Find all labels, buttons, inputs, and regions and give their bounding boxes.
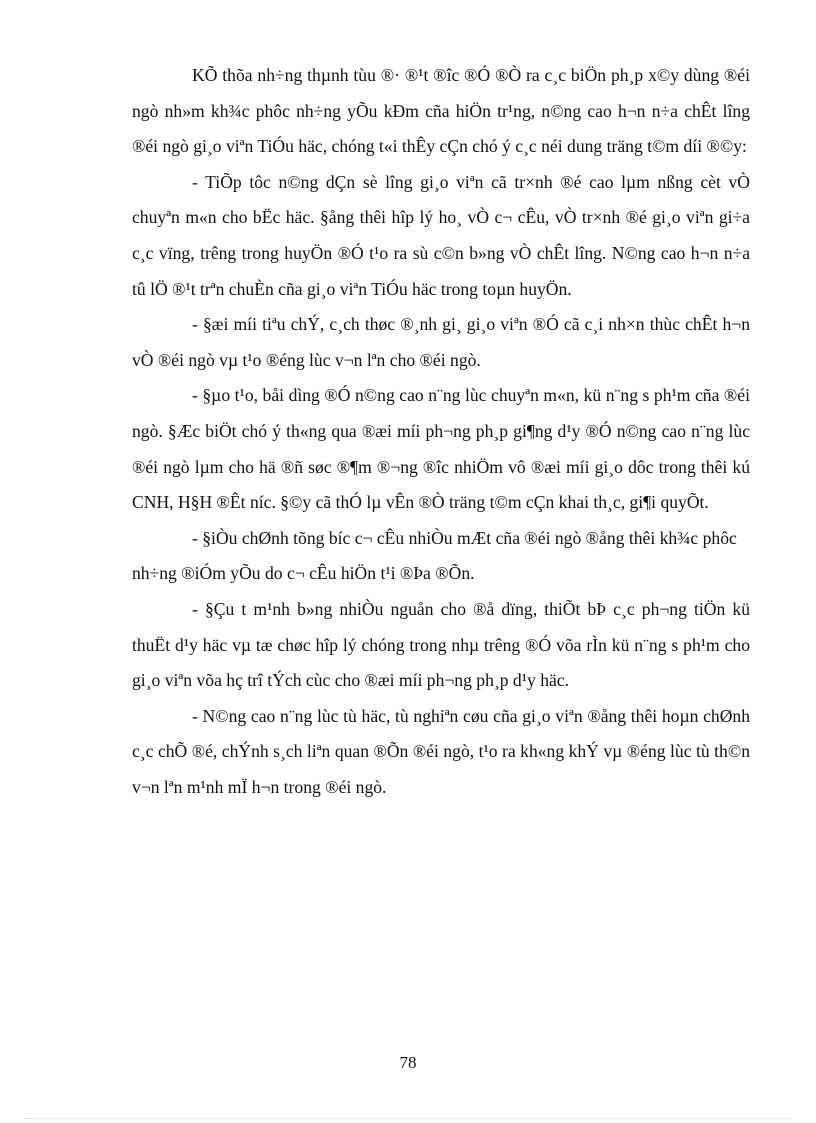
body-text <box>132 58 750 805</box>
paragraph-bullet-2: - §æi míi tiªu chÝ, c¸ch thøc ®¸nh gi¸ gi¸o viªn ®Ó cã c¸i nh×n thùc chÊt h¬n vÒ ®éi ngò vµ t¹o ®éng lùc v¬n lªn cho ®éi ngò. <box>132 314 750 370</box>
paragraph-bullet-1: - TiÕp tôc n©ng dÇn sè lîng gi¸o viªn cã tr×nh ®é cao lµm nßng cèt vÒ chuyªn m«n cho bËc häc. §ång thêi hîp lý ho¸ vÒ c¬ cÊu, vÒ tr×nh ®é gi¸o viªn gi÷a c¸c vïng, trêng trong huyÖn ®Ó t¹o ra sù c©n b»ng vÒ chÊt lîng. N©ng cao h¬n n÷a tû lÖ ®¹t trªn chuÈn cña gi¸o viªn TiÓu häc trong toµn huyÖn. <box>132 171 750 299</box>
paragraph-bullet-4-continued: nh÷ng ®iÓm yÕu do c¬ cÊu hiÖn t¹i ®Þa ®Õn. <box>132 563 475 584</box>
paragraph-bullet-3: - §µo t¹o, båi dìng ®Ó n©ng cao n¨ng lùc chuyªn m«n, kü n¨ng s ph¹m cña ®éi ngò. §Æc biÖt chó ý th«ng qua ®æi míi ph¬ng ph¸p gi¶ng d¹y ®Ó n©ng cao n¨ng lùc ®éi ngò lµm cho hä ®ñ søc ®¶m ®¬ng ®îc nhiÖm vô ®æi míi gi¸o dôc trong thêi kú CNH, H§H ®Êt níc. §©y cã thÓ lµ vÊn ®Ò träng t©m cÇn khai th¸c, gi¶i quyÕt. <box>132 385 750 513</box>
paragraph-bullet-5: - §Çu t m¹nh b»ng nhiÒu nguån cho ®å dïng, thiÕt bÞ c¸c ph¬ng tiÖn kü thuËt d¹y häc vµ tæ chøc hîp lý chóng trong nhµ trêng ®Ó võa rÌn kü n¨ng s ph¹m cho gi¸o viªn võa hç trî tÝch cùc cho ®æi míi ph¬ng ph¸p d¹y häc. <box>132 598 750 691</box>
bottom-divider <box>24 1118 792 1119</box>
paragraph-bullet-6: - N©ng cao n¨ng lùc tù häc, tù nghiªn cøu cña gi¸o viªn ®ång thêi hoµn chØnh c¸c chÕ ®é, chÝnh s¸ch liªn quan ®Õn ®éi ngò, t¹o ra kh«ng khÝ vµ ®éng lùc tù th©n v¬n lªn m¹nh mÏ h¬n trong ®éi ngò. <box>132 705 750 797</box>
page-number: 78 <box>399 1053 417 1072</box>
paragraph-intro: KÕ thõa nh÷ng thµnh tùu ®· ®¹t ®îc ®Ó ®Ò ra c¸c biÖn ph¸p x©y dùng ®éi ngò nh»m kh¾c phôc nh÷ng yÕu kÐm cña hiÖn tr¹ng, n©ng cao h¬n n÷a chÊt lîng ®éi ngò gi¸o viªn TiÓu häc, chóng t«i thÊy cÇn chó ý c¸c néi dung träng t©m díi ®©y: <box>132 65 750 157</box>
paragraph-bullet-4: - §iÒu chØnh tõng bíc c¬ cÊu nhiÒu mÆt cña ®éi ngò ®ång thêi kh¾c phôc <box>192 527 737 548</box>
